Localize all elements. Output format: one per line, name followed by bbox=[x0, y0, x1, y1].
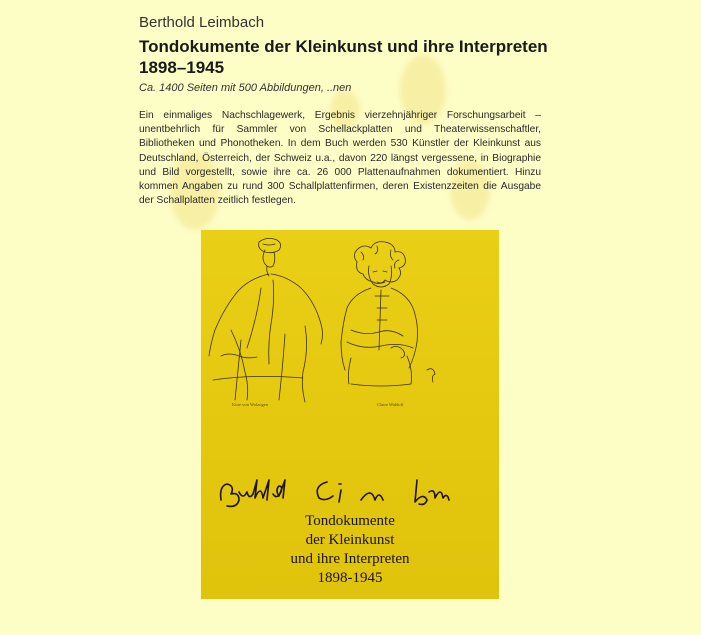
book-title-years: 1898–1945 bbox=[139, 58, 225, 77]
book-title bbox=[139, 36, 559, 78]
cover-title-years: 1898-1945 bbox=[317, 570, 383, 586]
cover-title bbox=[201, 512, 499, 588]
cover-title-line: Tondokumente bbox=[305, 513, 395, 529]
author-name: Berthold Leimbach bbox=[139, 14, 265, 31]
book-title-line: Tondokumente der Kleinkunst und ihre Interpreten bbox=[139, 37, 548, 56]
book-description: Ein einmaliges Nachschlagewerk, Ergebnis vierzehnjähriger Forschungsarbeit – unentbehrlich für Sammler von Schellackplatten und Theaterwissenschaftler, Bibliotheken und Phonotheken. In dem Buch werden 530 Künstler der Kleinkunst aus Deutschland, Österreich, der Schweiz u.a., davon 220 längst vergessene, in Biographie und Bild vorgestellt, sowie ihre ca. 26 000 Plattenaufnahmen dokumentiert. Hinzu kommen Angaben zu rund 300 Schallplattenfirmen, deren Existenzzeiten die Ausgabe der Schallplatten zeitlich festlegen. bbox=[139, 110, 541, 207]
cover-caption-left: Kitte von Wolzogen bbox=[232, 402, 269, 407]
book-cover-image bbox=[201, 230, 499, 599]
cover-caption-right: Claire Waldoff bbox=[377, 402, 404, 407]
cover-title-line: und ihre Interpreten bbox=[290, 551, 410, 567]
book-subtitle: Ca. 1400 Seiten mit 500 Abbildungen, ..nen bbox=[139, 82, 352, 94]
cover-title-line: der Kleinkunst bbox=[305, 532, 395, 548]
